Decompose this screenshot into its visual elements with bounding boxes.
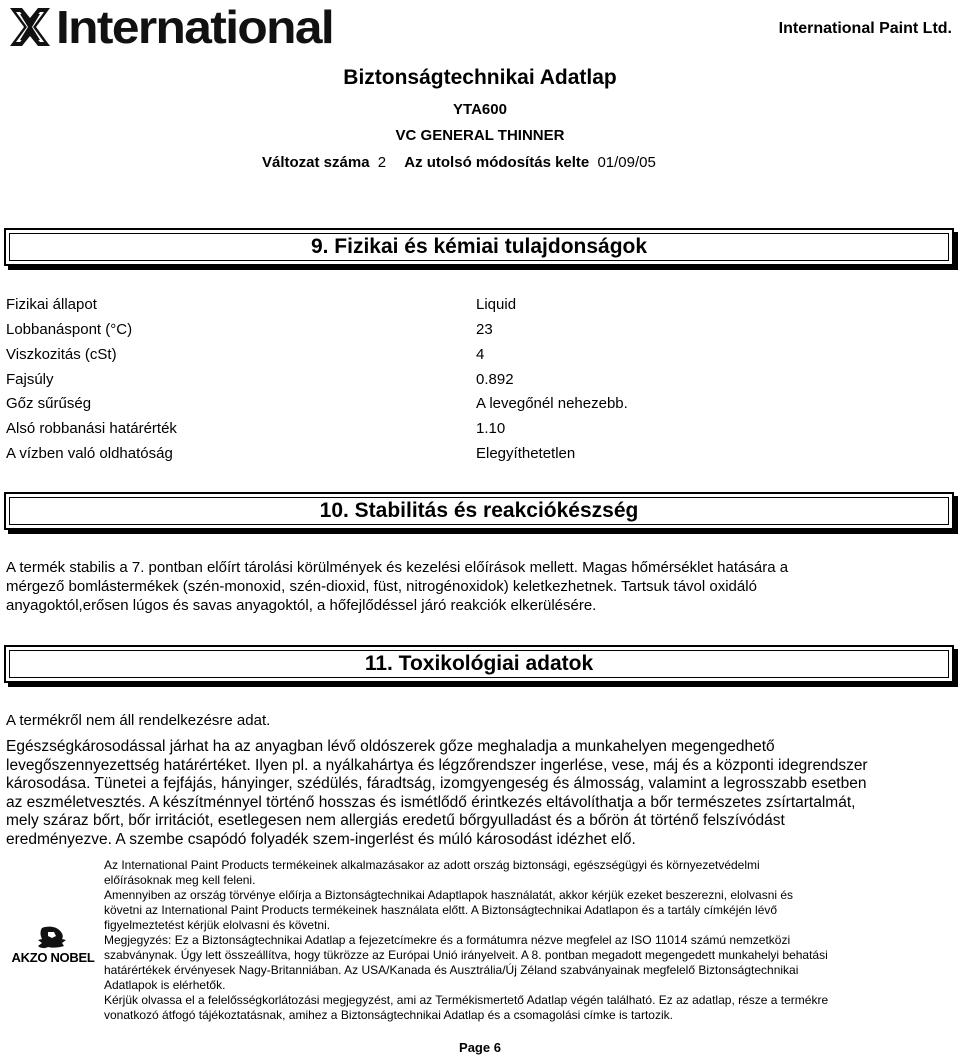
footer-note-line: szabványnak. Úgy lett összeállítva, hogy tükrözze az Európai Unió irányelveit. A 8. pontban megadott megengedett munkahelyi behatási — [104, 948, 828, 962]
paragraph-line: eredményezve. A szembe csapódó folyadék szem-ingerlést és múló károsodást idézhet elő. — [6, 830, 636, 848]
last-modified-date: 01/09/05 — [597, 154, 656, 171]
international-logo — [6, 1, 334, 53]
section-11-header — [4, 645, 954, 683]
property-label: Lobbanáspont (°C) — [6, 321, 133, 338]
last-modified-label: Az utolsó módosítás kelte — [404, 154, 590, 171]
property-value: 0.892 — [476, 371, 514, 388]
product-code: YTA600 — [453, 101, 507, 118]
footer-note-line: figyelmeztetést kérjük elolvasni és követni. — [104, 918, 331, 932]
international-logo-mark-icon — [6, 4, 54, 50]
footer-note-line: Adatlapok is elérhetők. — [104, 978, 226, 992]
property-value: 23 — [476, 321, 493, 338]
footer-note-line: Amennyiben az ország törvénye előírja a Biztonságtechnikai Adaptlapok használatát, akkor kérjük ezeket beszerezni, elolvasni és — [104, 888, 794, 902]
akzo-nobel-logo-text: AKZO NOBEL — [11, 950, 95, 965]
footer-note-line: követni az International Paint Products termékeinek használata előtt. A Biztonságtechnikai Adatlapon és a tartály címkéjén lévő — [104, 903, 778, 917]
footer-note-line: vonatkozó átfogó tájékoztatásnak, amihez a Biztonságtechnikai Adatlap és a csomagolási címke is tartozik. — [104, 1008, 673, 1022]
property-label: Gőz sűrűség — [6, 395, 92, 412]
property-label: Viszkozitás (cSt) — [6, 346, 117, 363]
property-value: Elegyíthetetlen — [476, 445, 576, 462]
document-title: Biztonságtechnikai Adatlap — [343, 66, 617, 89]
paragraph-line: Egészségkárosodással járhat ha az anyagban lévő oldószerek gőze meghaladja a munkahelyen megengedhető — [6, 738, 775, 755]
paragraph-line: mely száraz bőrt, bőr irritációt, esetlegesen nem allergiás eredetű bőrgyulladást és a bőrön át történő felszívódást — [6, 812, 785, 829]
section-11-paragraph — [6, 738, 956, 849]
company-name: International Paint Ltd. — [778, 20, 952, 37]
footer-note-line: Az International Paint Products termékeinek alkalmazásakor az adott ország biztonsági, egészségügyi és környezetvédelmi — [104, 858, 760, 872]
akzo-nobel-logo — [8, 926, 96, 966]
footer-note-line: Kérjük olvassa el a felelősségkorlátozási megjegyzést, ami az Termékismertető Adatlap végén található. Ez az adatlap, része a termékre — [104, 993, 829, 1007]
paragraph-line: A termék stabilis a 7. pontban előírt tárolási körülmények és kezelési előírások mellett. Magas hőmérséklet hatására a — [6, 559, 789, 576]
property-value: 4 — [476, 346, 485, 363]
section-10-header — [4, 492, 954, 530]
section-10-title: 10. Stabilitás és reakciókészség — [319, 499, 639, 522]
page-number: Page 6 — [459, 1040, 501, 1055]
version-number: 2 — [377, 154, 387, 171]
footer-note-line: előírásoknak meg kell feleni. — [104, 873, 256, 887]
section-11-title: 11. Toxikológiai adatok — [364, 652, 594, 675]
property-label: Fizikai állapot — [6, 296, 97, 313]
property-label: Fajsúly — [6, 371, 54, 388]
property-value: A levegőnél nehezebb. — [476, 395, 628, 412]
footer-note-line: határértékek érvényesek Nagy-Britanniában. Az USA/Kanada és Ausztrália/Új Zéland szabványainak megfelelő Biztonságtechnikai — [104, 963, 799, 977]
property-value: 1.10 — [476, 420, 506, 437]
footer-notes — [104, 858, 934, 1023]
paragraph-line: anyagoktól,erősen lúgos és savas anyagoktól, a hőfejlődéssel járó reakciók elkerülésére. — [6, 597, 597, 614]
property-label: Alsó robbanási határérték — [6, 420, 177, 437]
international-logo-text: International — [56, 1, 334, 53]
paragraph-line: levegőszennyezettség határértéket. Ilyen pl. a nyálkahártya és légzőrendszer ingerlése, vese, máj és a központi idegrendszer — [6, 756, 868, 774]
property-value: Liquid — [476, 296, 517, 313]
section-10-paragraph — [6, 558, 956, 615]
section-9-title: 9. Fizikai és kémiai tulajdonságok — [310, 235, 648, 258]
paragraph-line: az eszméletvesztés. A készítménnyel történő hosszas és ismétlődő érintkezés eltávolíthatja a bőr természetes zsírtartalmát, — [6, 793, 856, 811]
paragraph-line: mérgező bomlástermékek (szén-monoxid, szén-dioxid, füst, nitrogénoxidok) keletkezhetnek. Tartsuk távol oxidáló — [6, 578, 757, 595]
version-line — [262, 154, 656, 171]
paragraph-line: károsodása. Tünetei a fejfájás, hányinger, szédülés, fáradtság, izomgyengeség és álmosság, valamint a legrosszabb esetben — [6, 775, 867, 792]
section-11-intro: A termékről nem áll rendelkezésre adat. — [6, 712, 271, 729]
product-name: VC GENERAL THINNER — [395, 127, 565, 144]
footer-note-line: Megjegyzés: Ez a Biztonságtechnikai Adatlap a fejezetcímekre és a formátumra nézve megfelel az ISO 11014 számú nemzetközi — [104, 933, 791, 947]
property-label: A vízben való oldhatóság — [6, 445, 173, 462]
version-label: Változat száma — [262, 154, 370, 171]
section-9-header — [4, 228, 954, 266]
